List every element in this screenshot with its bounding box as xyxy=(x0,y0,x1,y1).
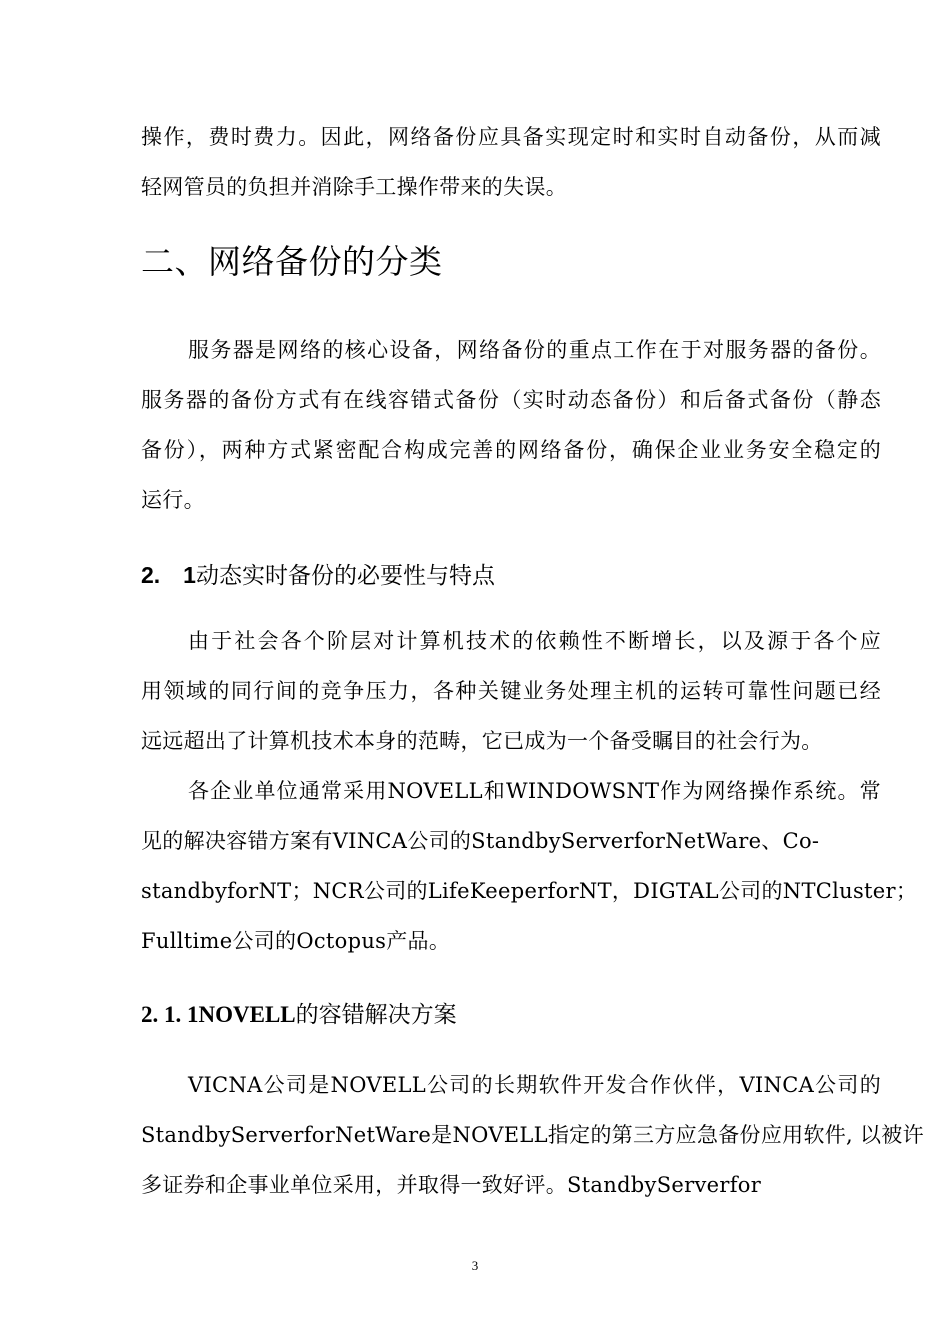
paragraph-line: 用领域的同行间的竞争压力，各种关键业务处理主机的运转可靠性问题已经 xyxy=(141,679,881,703)
paragraph-line: VICNA公司是NOVELL公司的长期软件开发合作伙伴，VINCA公司的 xyxy=(188,1073,881,1097)
page-number: 3 xyxy=(471,1258,479,1273)
paragraph-line: 运行。 xyxy=(141,488,205,512)
subsection-heading-number: 2. 1 xyxy=(141,562,196,588)
subsubsection-heading-text: 的容错解决方案 xyxy=(295,1002,457,1028)
paragraph-line: 各企业单位通常采用NOVELL和WINDOWSNT作为网络操作系统。常 xyxy=(188,779,881,803)
paragraph-line: 服务器是网络的核心设备，网络备份的重点工作在于对服务器的备份。 xyxy=(188,338,881,362)
section-heading: 二、网络备份的分类 xyxy=(141,242,443,281)
subsection-heading-text: 动态实时备份的必要性与特点 xyxy=(195,563,495,589)
paragraph-line: 操作，费时费力。因此，网络备份应具备实现定时和实时自动备份，从而减 xyxy=(141,125,881,149)
paragraph-line: 多证券和企事业单位采用，并取得一致好评。StandbyServerfor xyxy=(141,1173,762,1197)
paragraph-line: 备份），两种方式紧密配合构成完善的网络备份，确保企业业务安全稳定的 xyxy=(141,438,881,462)
paragraph-line: 服务器的备份方式有在线容错式备份（实时动态备份）和后备式备份（静态 xyxy=(141,388,881,412)
paragraph-line: StandbyServerforNetWare是NOVELL指定的第三方应急备份应用软件, 以被许 xyxy=(141,1123,924,1147)
paragraph-line: 见的解决容错方案有VINCA公司的StandbyServerforNetWare、Co- xyxy=(141,829,820,853)
subsubsection-heading-number: 2. 1. 1NOVELL xyxy=(141,1002,296,1027)
paragraph-line: standbyforNT；NCR公司的LifeKeeperforNT，DIGTAL公司的NTCluster； xyxy=(141,879,918,903)
subsubsection-heading xyxy=(141,1000,457,1030)
paragraph-line: Fulltime公司的Octopus产品。 xyxy=(141,929,451,953)
paragraph-line: 轻网管员的负担并消除手工操作带来的失误。 xyxy=(141,175,567,199)
paragraph-line: 远远超出了计算机技术本身的范畴，它已成为一个备受瞩目的社会行为。 xyxy=(141,729,823,753)
subsection-heading xyxy=(141,560,495,591)
paragraph-line: 由于社会各个阶层对计算机技术的依赖性不断增长，以及源于各个应 xyxy=(188,629,881,653)
